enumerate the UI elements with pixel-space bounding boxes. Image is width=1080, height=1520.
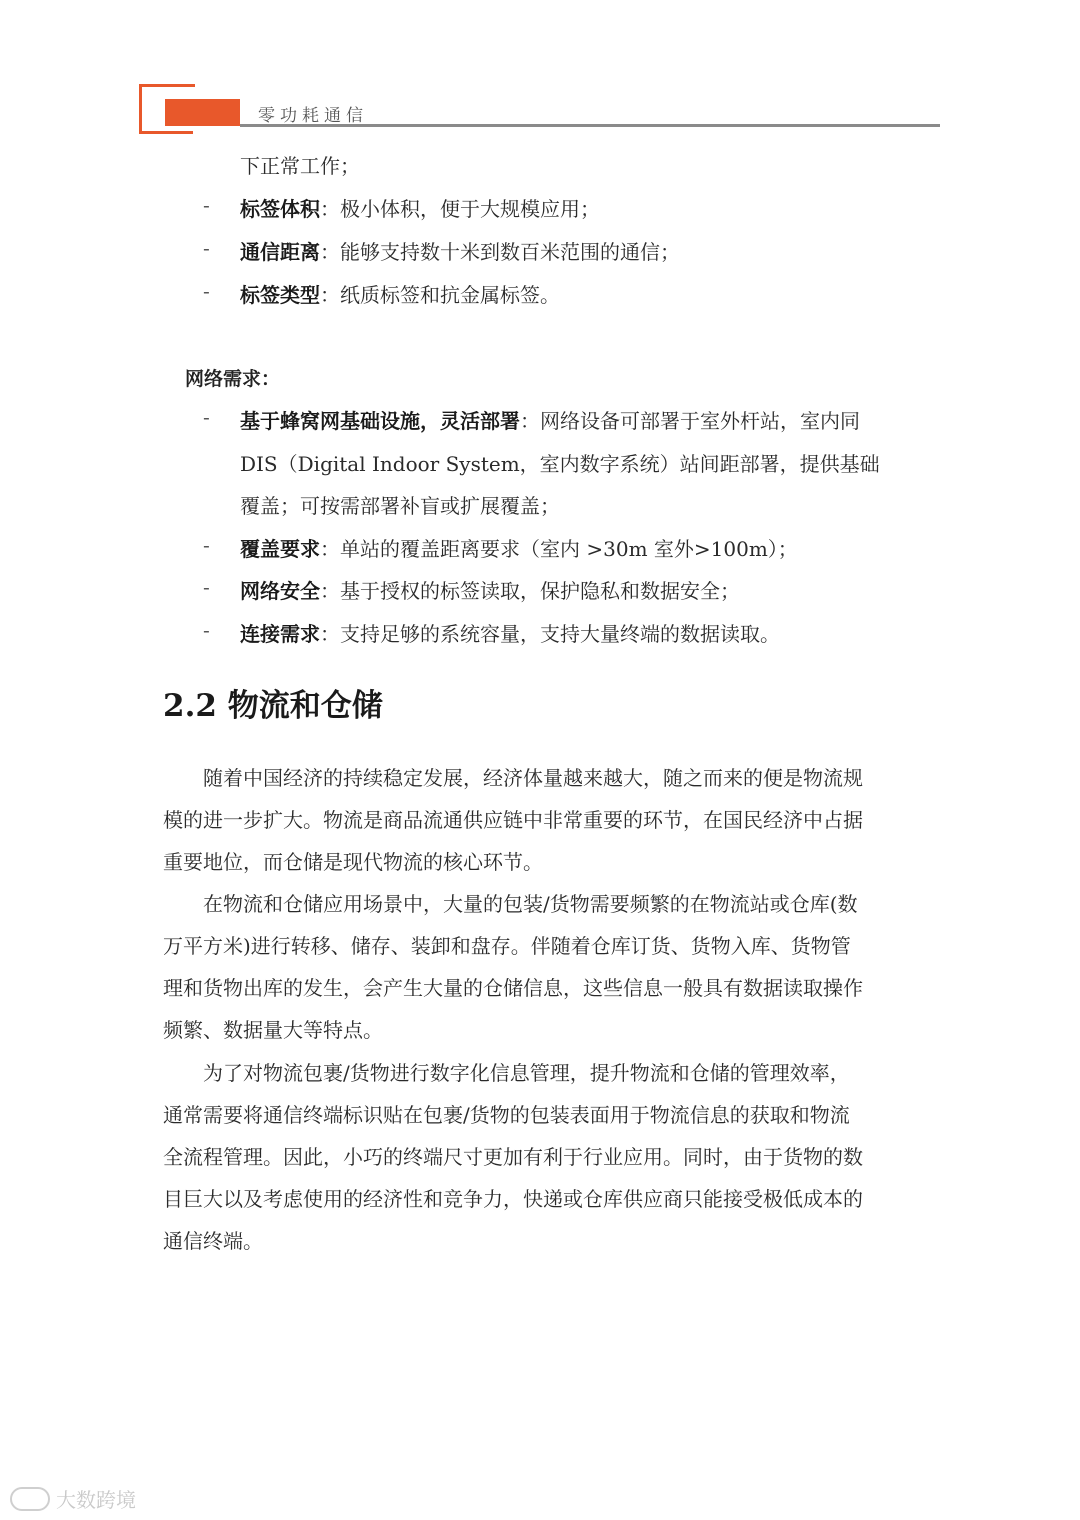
watermark-logo-icon bbox=[10, 1487, 50, 1511]
bullet-dash: - bbox=[203, 575, 210, 599]
intro-line: 下正常工作； bbox=[240, 154, 360, 178]
bullet-dash: - bbox=[203, 279, 210, 303]
paragraph-line: 重要地位，而仓储是现代物流的核心环节。 bbox=[163, 850, 543, 874]
bullet-text: ：单站的覆盖距离要求（室内 >30m 室外>100m）； bbox=[320, 537, 798, 561]
paragraph-line: 频繁、数据量大等特点。 bbox=[163, 1018, 383, 1042]
bullet-text: ：极小体积，便于大规模应用； bbox=[320, 197, 600, 221]
paragraph-line: 模的进一步扩大。物流是商品流通供应链中非常重要的环节，在国民经济中占据 bbox=[163, 808, 863, 832]
bullet-continuation: DIS（Digital Indoor System，室内数字系统）站间距部署，提供基础 bbox=[240, 452, 880, 476]
header-accent-block bbox=[165, 99, 240, 126]
bullet-dash: - bbox=[203, 193, 210, 217]
page-header bbox=[0, 0, 1080, 150]
paragraph-line: 通信终端。 bbox=[163, 1229, 263, 1253]
bullet-term: 标签类型 bbox=[240, 283, 320, 307]
paragraph-line: 全流程管理。因此，小巧的终端尺寸更加有利于行业应用。同时，由于货物的数 bbox=[163, 1145, 863, 1169]
bullet-text: ：纸质标签和抗金属标签。 bbox=[320, 283, 560, 307]
paragraph-line: 在物流和仓储应用场景中，大量的包装/货物需要频繁的在物流站或仓库(数 bbox=[163, 892, 858, 916]
header-accent-top bbox=[139, 84, 195, 87]
bullet-term: 覆盖要求 bbox=[240, 537, 320, 561]
paragraph-line: 目巨大以及考虑使用的经济性和竞争力，快递或仓库供应商只能接受极低成本的 bbox=[163, 1187, 863, 1211]
bullet-dash: - bbox=[203, 236, 210, 260]
bullet-term: 连接需求 bbox=[240, 622, 320, 646]
bullet-dash: - bbox=[203, 405, 210, 429]
paragraph-line: 为了对物流包裹/货物进行数字化信息管理，提升物流和仓储的管理效率， bbox=[163, 1061, 850, 1085]
watermark-text: 大数跨境 bbox=[56, 1488, 136, 1512]
bullet-text: ：支持足够的系统容量，支持大量终端的数据读取。 bbox=[320, 622, 780, 646]
watermark bbox=[10, 1484, 136, 1513]
network-heading: 网络需求： bbox=[185, 368, 281, 390]
bullet-text: ：网络设备可部署于室外杆站，室内同 bbox=[520, 409, 860, 433]
bullet-dash: - bbox=[203, 618, 210, 642]
paragraph-line: 随着中国经济的持续稳定发展，经济体量越来越大，随之而来的便是物流规 bbox=[163, 766, 863, 790]
bullet-term: 通信距离 bbox=[240, 240, 320, 264]
bullet-text: ：能够支持数十米到数百米范围的通信； bbox=[320, 240, 680, 264]
bullet-term: 标签体积 bbox=[240, 197, 320, 221]
bullet-term: 网络安全 bbox=[240, 579, 320, 603]
bullet-term: 基于蜂窝网基础设施，灵活部署 bbox=[240, 409, 520, 433]
section-title: 2.2 物流和仓储 bbox=[163, 688, 383, 724]
paragraph-line: 理和货物出库的发生，会产生大量的仓储信息，这些信息一般具有数据读取操作 bbox=[163, 976, 863, 1000]
paragraph-line: 万平方米)进行转移、储存、装卸和盘存。伴随着仓库订货、货物入库、货物管 bbox=[163, 934, 851, 958]
bullet-text: ：基于授权的标签读取，保护隐私和数据安全； bbox=[320, 579, 740, 603]
bullet-dash: - bbox=[203, 533, 210, 557]
paragraph-line: 通常需要将通信终端标识贴在包裹/货物的包装表面用于物流信息的获取和物流 bbox=[163, 1103, 850, 1127]
bullet-continuation: 覆盖；可按需部署补盲或扩展覆盖； bbox=[240, 494, 560, 518]
header-title: 零功耗通信 bbox=[258, 106, 368, 126]
